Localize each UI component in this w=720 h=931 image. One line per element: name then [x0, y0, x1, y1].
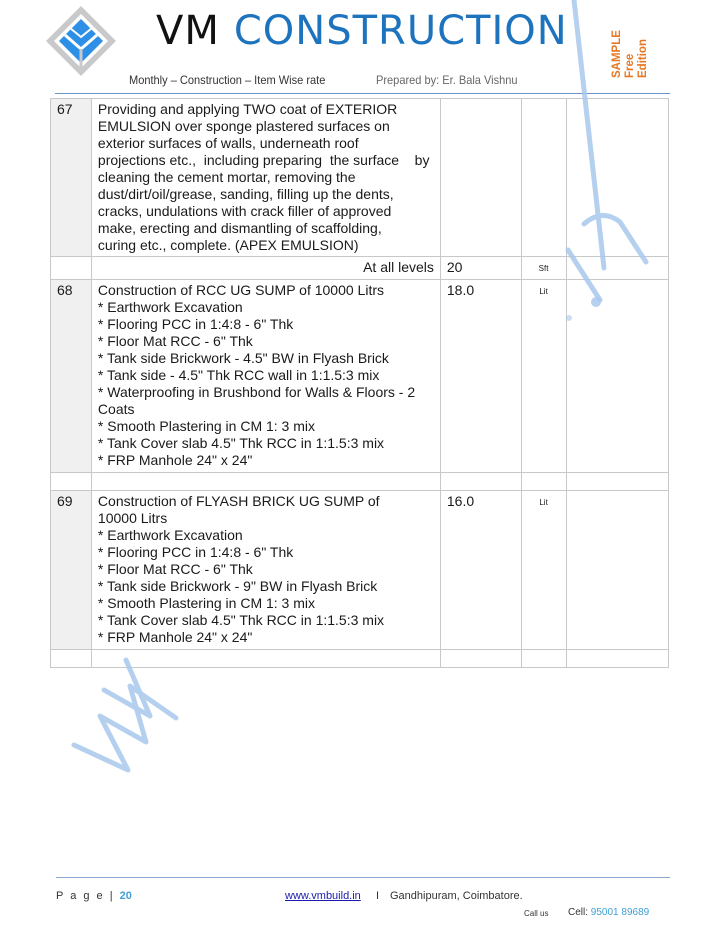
table-row-67-level	[51, 257, 669, 280]
cell-label: Cell:	[568, 907, 589, 918]
desc-line: * Floor Mat RCC - 6" Thk	[97, 333, 253, 349]
page-indicator	[56, 890, 132, 902]
empty-cell	[440, 473, 521, 491]
empty-cell	[521, 650, 566, 668]
desc-line: exterior surfaces of walls, underneath roof	[97, 135, 359, 151]
item-amount	[566, 257, 669, 280]
page-label: P a g e |	[56, 890, 115, 902]
desc-line: * Flooring PCC in 1:4:8 - 6" Thk	[97, 544, 294, 560]
badge-line-free: Free	[624, 53, 636, 78]
item-unit: Lit	[521, 280, 566, 473]
spacer-row	[51, 650, 669, 668]
empty-cell	[566, 650, 669, 668]
table-row-68	[51, 280, 669, 473]
level-label: At all levels	[91, 257, 440, 280]
desc-line: curing etc., complete. (APEX EMULSION)	[97, 237, 359, 253]
desc-line: 10000 Litrs	[97, 510, 168, 526]
brand-name: CONSTRUCTION	[233, 8, 568, 54]
sample-edition-badge	[611, 24, 661, 78]
item-unit: Lit	[521, 491, 566, 650]
desc-line: Construction of FLYASH BRICK UG SUMP of	[97, 493, 380, 509]
desc-line: * Earthwork Excavation	[97, 527, 243, 543]
document-subtitle: Monthly – Construction – Item Wise rate	[129, 73, 326, 87]
desc-line: * Flooring PCC in 1:4:8 - 6" Thk	[97, 316, 294, 332]
item-description	[91, 280, 440, 473]
header-divider	[55, 93, 670, 94]
brand-prefix: VM	[156, 8, 220, 54]
desc-line: * FRP Manhole 24" x 24"	[97, 452, 253, 468]
item-number: 69	[51, 491, 92, 650]
empty-cell	[521, 473, 566, 491]
desc-line: cleaning the cement mortar, removing the	[97, 169, 356, 185]
address: Gandhipuram, Coimbatore.	[390, 890, 523, 902]
desc-line: cracks, undulations with crack filler of approved	[97, 203, 392, 219]
item-rate: 16.0	[440, 491, 521, 650]
item-rate: 20	[440, 257, 521, 280]
diamond-logo-icon	[44, 4, 118, 78]
item-amount	[566, 280, 669, 473]
desc-line: * Smooth Plastering in CM 1: 3 mix	[97, 595, 316, 611]
table-row-67	[51, 99, 669, 257]
desc-line: EMULSION over sponge plastered surfaces on	[97, 118, 390, 134]
badge-line-edition: Edition	[637, 39, 649, 78]
company-logo	[44, 4, 118, 78]
desc-line: * Tank side Brickwork - 9" BW in Flyash Brick	[97, 578, 378, 594]
desc-line: dust/dirt/oil/grease, sanding, filling up the dents,	[97, 186, 394, 202]
item-description	[91, 491, 440, 650]
item-description	[91, 99, 440, 257]
desc-line: * Floor Mat RCC - 6" Thk	[97, 561, 253, 577]
table-row-69	[51, 491, 669, 650]
desc-line: * Earthwork Excavation	[97, 299, 243, 315]
empty-cell	[51, 473, 92, 491]
item-number: 68	[51, 280, 92, 473]
website-link[interactable]: www.vmbuild.in	[285, 890, 361, 902]
desc-line: * Waterproofing in Brushbond for Walls & Floors - 2	[97, 384, 416, 400]
item-number	[51, 257, 92, 280]
item-amount	[566, 99, 669, 257]
desc-line: Coats	[97, 401, 135, 417]
item-rate	[440, 99, 521, 257]
desc-line: * Tank side - 4.5" Thk RCC wall in 1:1.5:3 mix	[97, 367, 380, 383]
rate-table	[50, 98, 669, 668]
footer-divider	[56, 877, 670, 878]
cell-contact	[568, 907, 649, 918]
empty-cell	[91, 473, 440, 491]
item-amount	[566, 491, 669, 650]
empty-cell	[566, 473, 669, 491]
item-number: 67	[51, 99, 92, 257]
cell-number: 95001 89689	[590, 907, 650, 918]
item-unit: Sft	[521, 257, 566, 280]
desc-line: make, erecting and dismantling of scaffolding,	[97, 220, 382, 236]
item-unit	[521, 99, 566, 257]
footer-separator: I	[376, 890, 380, 902]
empty-cell	[91, 650, 440, 668]
prepared-by: Prepared by: Er. Bala Vishnu	[376, 73, 518, 87]
empty-cell	[440, 650, 521, 668]
brand-title	[156, 8, 568, 54]
page-number: 20	[119, 890, 132, 902]
desc-line: * FRP Manhole 24" x 24"	[97, 629, 253, 645]
desc-line: projections etc., including preparing the surface by	[97, 152, 430, 168]
desc-line: Construction of RCC UG SUMP of 10000 Litrs	[97, 282, 384, 298]
empty-cell	[51, 650, 92, 668]
desc-line: * Tank Cover slab 4.5" Thk RCC in 1:1.5:3 mix	[97, 612, 385, 628]
desc-line: * Smooth Plastering in CM 1: 3 mix	[97, 418, 316, 434]
call-us-label: Call us	[524, 909, 549, 918]
desc-line: * Tank side Brickwork - 4.5" BW in Flyash Brick	[97, 350, 389, 366]
desc-line: * Tank Cover slab 4.5" Thk RCC in 1:1.5:3 mix	[97, 435, 385, 451]
badge-line-sample: SAMPLE	[611, 30, 623, 78]
desc-line: Providing and applying TWO coat of EXTERIOR	[97, 101, 398, 117]
item-rate: 18.0	[440, 280, 521, 473]
spacer-row	[51, 473, 669, 491]
